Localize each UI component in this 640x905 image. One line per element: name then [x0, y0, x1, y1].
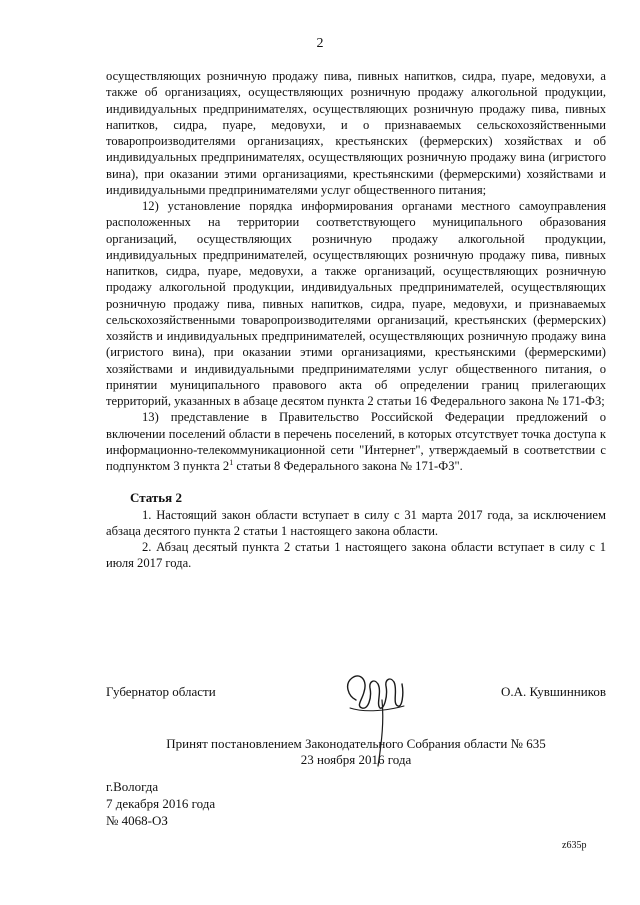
adoption-note: [36, 736, 640, 768]
paragraph-item-12: 12) установление порядка информирования органами местного самоуправления расположенных на территории соответствующего муниципального образования организаций, осуществляющих розничную продажу алкогольной продукции, индивидуальных предпринимателей, осуществляющих розничную продажу пива, пивных напитков, сидра, пуаре, медовухи, а также организаций, осуществляющих розничную продажу алкогольной продукции, индивидуальных предпринимателей, осуществляющих розничную продажу пива, пивных напитков, сидра, пуаре, медовухи, и признаваемых сельскохозяйственными товаропроизводителями организаций, крестьянских (фермерских) хозяйств и индивидуальных предпринимателей, осуществляющих розничную продажу вина (игристого вина), при оказании этими организациями, крестьянскими (фермерскими) хозяйствами и индивидуальными предпринимателями услуг общественного питания, о принятии муниципального правового акта об определении границ прилегающих территорий, указанных в абзаце десятом пункта 2 статьи 16 Федерального закона № 171-ФЗ;: [106, 199, 606, 408]
document-body: [106, 68, 606, 572]
footer-date: 7 декабря 2016 года: [106, 796, 216, 811]
adoption-line-2: 23 ноября 2016 года: [300, 752, 412, 767]
article-title: Статья 2: [130, 490, 182, 506]
article-item-1: 1. Настоящий закон области вступает в силу с 31 марта 2017 года, за исключением абзаца десятого пункта 2 статьи 1 настоящего закона области.: [106, 507, 606, 538]
paragraph-item-13: [106, 409, 606, 474]
footer-number: № 4068-ОЗ: [106, 813, 168, 828]
superscript: 1: [229, 457, 234, 467]
adoption-line-1: Принят постановлением Законодательного Собрания области № 635: [166, 736, 546, 751]
paragraph-continuation: осуществляющих розничную продажу пива, пивных напитков, сидра, пуаре, медовухи, а также об организациях, осуществляющих розничную продажу алкогольной продукции, индивидуальных предпринимателях, осуществляющих розничную продажу пива, пивных напитков, сидра, пуаре, медовухи, и о признаваемых сельскохозяйственными товаропроизводителями организациях, крестьянских (фермерских) хозяйствах и об индивидуальных предпринимателях, осуществляющих розничную продажу вина (игристого вина), при оказании этими организациями, крестьянскими (фермерскими) хозяйствами и индивидуальными предпринимателями услуг общественного питания;: [106, 69, 606, 197]
page-number: 2: [316, 36, 324, 51]
signatory-position: Губернатор области: [106, 684, 216, 699]
signatory-name: О.А. Кувшинников: [501, 684, 606, 699]
document-code: z635p: [562, 840, 587, 851]
footer-info: [106, 778, 215, 829]
article-item-2: 2. Абзац десятый пункта 2 статьи 1 настоящего закона области вступает в силу с 1 июля 2017 года.: [106, 540, 606, 571]
item-13-text-end: статьи 8 Федерального закона № 171-ФЗ".: [233, 459, 463, 473]
item-13-text: 13) представление в Правительство Российской Федерации предложений о включении поселений области в перечень поселений, в которых отсутствует точка доступа к информационно-телекоммуникационной сети "Интернет", утверждаемый в соответствии с подпунктом 3 пункта 2: [106, 410, 606, 473]
footer-city: г.Вологда: [106, 779, 159, 794]
